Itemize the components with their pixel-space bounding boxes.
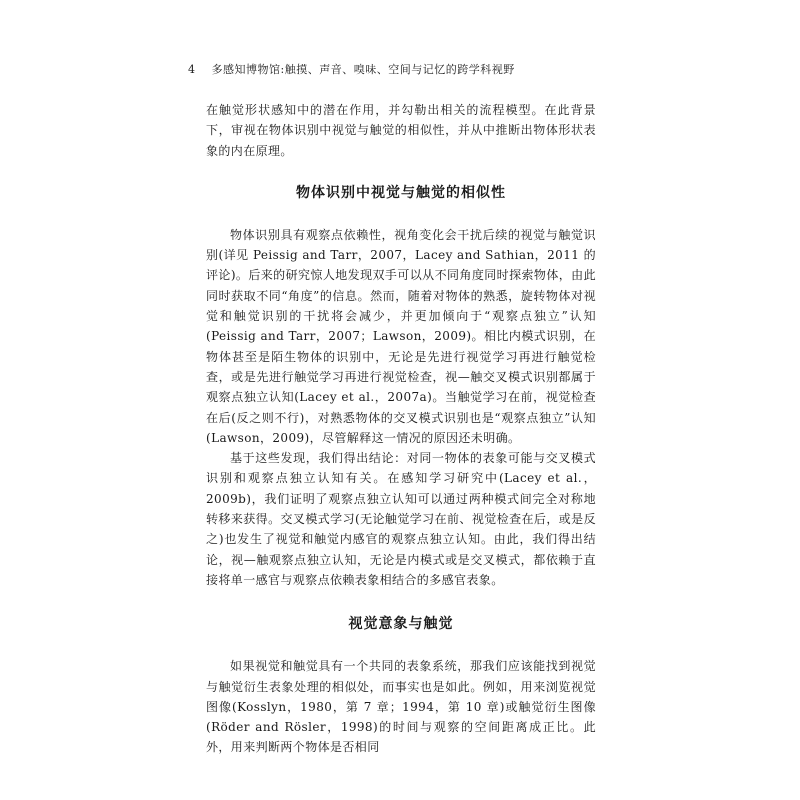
body-text — [206, 100, 596, 758]
book-title: 多感知博物馆:触摸、声音、嗅味、空间与记忆的跨学科视野 — [211, 63, 515, 76]
paragraph-continued: 在触觉形状感知中的潜在作用，并勾勒出相关的流程模型。在此背景下，审视在物体识别中视觉与触觉的相似性，并从中推断出物体形状表象的内在原理。 — [206, 103, 596, 158]
running-header — [188, 62, 608, 78]
paragraph-imagery: 如果视觉和触觉具有一个共同的表象系统，那我们应该能找到视觉与触觉衍生表象处理的相似处，而事实也是如此。例如，用来浏览视觉图像(Kosslyn，1980，第 7 章；1994，第 10 章)或触觉衍生图像(Röder and Rösler，1998)的时间与观察的空间距离成正比。此外，用来判断两个物体是否相同 — [206, 659, 596, 755]
paragraph-conclusion: 基于这些发现，我们得出结论：对同一物体的表象可能与交叉模式识别和观察点独立认知有关。在感知学习研究中(Lacey et al.，2009b)，我们证明了观察点独立认知可以通过两种模式间完全对称地转移来获得。交叉模式学习(无论触觉学习在前、视觉检查在后，或是反之)也发生了视觉和触觉内感官的观察点独立认知。由此，我们得出结论，视—触观察点独立认知，无论是内模式或是交叉模式，都依赖于直接将单一感官与观察点依赖表象相结合的多感官表象。 — [206, 451, 596, 587]
section-heading-similarity: 物体识别中视觉与触觉的相似性 — [296, 184, 506, 201]
paragraph-object-recognition: 物体识别具有观察点依赖性，视角变化会干扰后续的视觉与触觉识别(详见 Peissig and Tarr，2007，Lacey and Sathian，2011 的评论)。后来的研究惊人地发现双手可以从不同角度同时探索物体，由此同时获取不同“角度”的信息。然而，随着对物体的熟悉，旋转物体对视觉和触觉识别的干扰将会减少，并更加倾向于“观察点独立”认知(Peissig and Tarr，2007；Lawson，2009)。相比内模式识别，在物体甚至是陌生物体的识别中，无论是先进行视觉学习再进行触觉检查，或是先进行触觉学习再进行视觉检查，视—触交叉模式识别都属于观察点独立认知(Lacey et al.，2007a)。当触觉学习在前，视觉检查在后(反之则不行)，对熟悉物体的交叉模式识别也是“观察点独立”认知(Lawson，2009)，尽管解释这一情况的原因还未明确。 — [206, 227, 596, 445]
page-number: 4 — [188, 63, 196, 76]
section-heading-imagery: 视觉意象与触觉 — [348, 616, 454, 633]
